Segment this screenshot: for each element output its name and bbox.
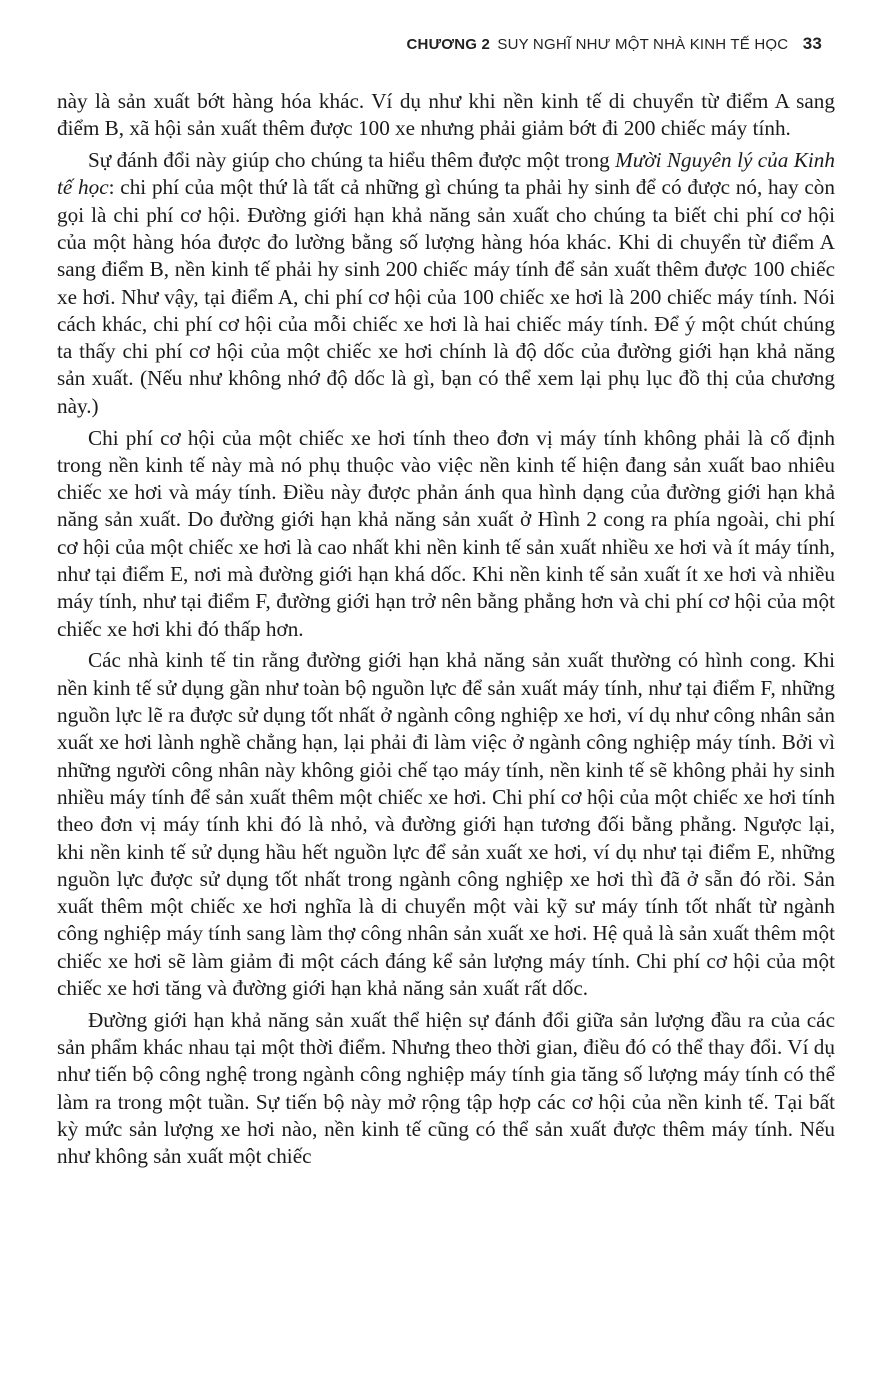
body-text	[57, 88, 835, 1175]
page-number: 33	[802, 34, 822, 53]
paragraph-2-rest: : chi phí của một thứ là tất cả những gì chúng ta phải hy sinh để có được nó, hay còn gọi là chi phí cơ hội. Đường giới hạn khả năng sản xuất cho chúng ta biết chi phí cơ hội của một hàng hóa được đo lường bằng số lượng hàng hóa khác. Khi di chuyển từ điểm A sang điểm B, nền kinh tế phải hy sinh 200 chiếc máy tính để sản xuất thêm được 100 chiếc xe hơi. Như vậy, tại điểm A, chi phí cơ hội của 100 chiếc xe hơi là 200 chiếc máy tính. Nói cách khác, chi phí cơ hội của mỗi chiếc xe hơi là hai chiếc máy tính. Để ý một chút chúng ta thấy chi phí cơ hội của một chiếc xe hơi chính là độ dốc của đường giới hạn khả năng sản xuất. (Nếu như không nhớ độ dốc là gì, bạn có thể xem lại phụ lục đồ thị của chương này.)	[57, 175, 835, 418]
paragraph-5: Đường giới hạn khả năng sản xuất thể hiện sự đánh đổi giữa sản lượng đầu ra của các sản phẩm khác nhau tại một thời điểm. Nhưng theo thời gian, điều đó có thể thay đổi. Ví dụ như tiến bộ công nghệ trong ngành công nghiệp máy tính gia tăng số lượng máy tính có thể làm ra trong một tuần. Sự tiến bộ này mở rộng tập hợp các cơ hội của nền kinh tế. Tại bất kỳ mức sản lượng xe hơi nào, nền kinh tế cũng có thể sản xuất được thêm máy tính. Nếu như không sản xuất một chiếc	[57, 1007, 835, 1169]
paragraph-4: Các nhà kinh tế tin rằng đường giới hạn khả năng sản xuất thường có hình cong. Khi nền kinh tế sử dụng gần như toàn bộ nguồn lực để sản xuất máy tính, như tại điểm F, những nguồn lực lẽ ra được sử dụng tốt nhất ở ngành công nghiệp xe hơi, ví dụ như công nhân sản xuất xe hơi lành nghề chẳng hạn, lại phải đi làm việc ở ngành công nghiệp máy tính. Bởi vì những người công nhân này không giỏi chế tạo máy tính, nền kinh tế sẽ không phải hy sinh nhiều máy tính để sản xuất thêm một chiếc xe hơi. Chi phí cơ hội của một chiếc xe hơi tính theo đơn vị máy tính khi đó là nhỏ, và đường giới hạn tương đối bằng phẳng. Ngược lại, khi nền kinh tế sử dụng hầu hết nguồn lực để sản xuất xe hơi, ví dụ như tại điểm E, những nguồn lực được sử dụng tốt nhất trong ngành công nghiệp xe hơi thì đã ở sẵn đó rồi. Sản xuất thêm một chiếc xe hơi nghĩa là di chuyển một vài kỹ sư máy tính tốt nhất từ ngành công nghiệp máy tính sang làm thợ công nhân sản xuất xe hơi. Hệ quả là sản xuất thêm một chiếc xe hơi sẽ làm giảm đi một cách đáng kể sản lượng máy tính. Chi phí cơ hội của một chiếc xe hơi tăng và đường giới hạn khả năng sản xuất rất dốc.	[57, 648, 835, 1000]
paragraph-3: Chi phí cơ hội của một chiếc xe hơi tính theo đơn vị máy tính không phải là cố định trong nền kinh tế này mà nó phụ thuộc vào việc nền kinh tế hiện đang sản xuất bao nhiêu chiếc xe hơi và máy tính. Điều này được phản ánh qua hình dạng của đường giới hạn khả năng sản xuất. Do đường giới hạn khả năng sản xuất ở Hình 2 cong ra phía ngoài, chi phí cơ hội của một chiếc xe hơi là cao nhất khi nền kinh tế sản xuất nhiều xe hơi và ít máy tính, như tại điểm E, nơi mà đường giới hạn khá dốc. Khi nền kinh tế sản xuất ít xe hơi và nhiều máy tính, như tại điểm F, đường giới hạn trở nên bằng phẳng hơn và chi phí cơ hội của một chiếc xe hơi khi đó thấp hơn.	[57, 425, 835, 641]
running-header	[407, 34, 823, 54]
paragraph-2	[57, 147, 835, 420]
book-title-italic: Mười Nguyên lý của Kinh tế học	[57, 148, 835, 200]
chapter-label: CHƯƠNG 2	[406, 36, 491, 53]
paragraph-1: này là sản xuất bớt hàng hóa khác. Ví dụ như khi nền kinh tế di chuyển từ điểm A sang điểm B, xã hội sản xuất thêm được 100 xe nhưng phải giảm bớt đi 200 chiếc máy tính.	[57, 89, 835, 141]
chapter-title: SUY NGHĨ NHƯ MỘT NHÀ KINH TẾ HỌC	[497, 36, 789, 53]
paragraph-2-start: Sự đánh đổi này giúp cho chúng ta hiểu thêm được một trong	[88, 148, 616, 173]
